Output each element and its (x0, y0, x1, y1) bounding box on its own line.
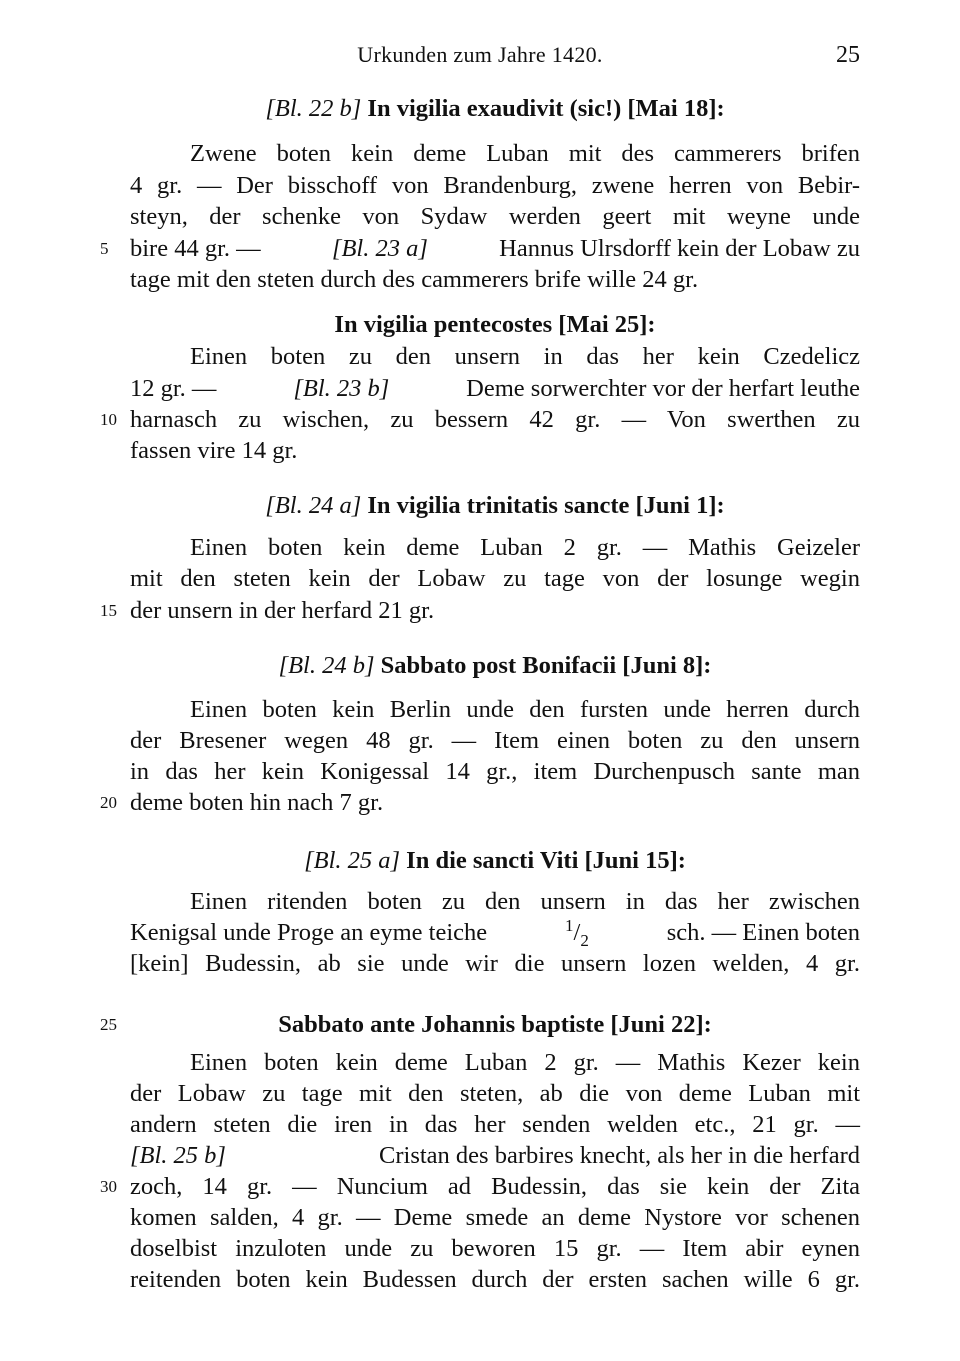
folio-ref: [Bl. 25 a] (304, 847, 401, 874)
text-line: Einen boten kein Berlin unde den fursten unde herren durch (190, 696, 860, 723)
heading-title: In vigilia exaudivit (sic!) [Mai 18]: (367, 95, 725, 122)
line-number: 5 (100, 239, 109, 258)
line-number: 30 (100, 1177, 117, 1196)
text-line: Einen boten kein deme Luban 2 gr. — Mathis Geizeler (190, 534, 860, 561)
text-fragment: sch. — Einen boten (666, 919, 860, 946)
text-fragment: 12 gr. — (130, 375, 217, 402)
text-fragment: Cristan des barbires knecht, als her in die herfard (379, 1142, 860, 1169)
text-line: fassen vire 14 gr. (130, 437, 298, 464)
section-heading (130, 490, 860, 521)
line-number: 25 (100, 1015, 117, 1034)
text-line: Einen ritenden boten zu den unsern in das her zwischen (190, 888, 860, 915)
text-line: komen salden, 4 gr. — Deme smede an deme Nystore vor schenen (130, 1204, 860, 1231)
fraction-denominator: 2 (580, 930, 589, 950)
heading-title: In vigilia pentecostes [Mai 25]: (334, 311, 656, 338)
folio-ref: [Bl. 24 b] (278, 652, 375, 679)
text-line: doselbist inzuloten unde zu beworen 15 gr. — Item abir eynen (130, 1235, 860, 1262)
text-fragment: Hannus Ulrsdorff kein der Lobaw zu (499, 235, 860, 262)
line-number: 15 (100, 601, 117, 620)
section-heading (130, 309, 860, 340)
heading-title: In die sancti Viti [Juni 15]: (406, 847, 686, 874)
text-line: mit den steten kein der Lobaw zu tage von der losunge wegin (130, 565, 860, 592)
heading-title: Sabbato ante Johannis baptiste [Juni 22]: (278, 1011, 712, 1038)
text-line: andern steten die iren in das her senden welden etc., 21 gr. — (130, 1111, 860, 1138)
text-line: der unsern in der herfard 21 gr. (130, 597, 435, 624)
text-line: der Lobaw zu tage mit den steten, ab die von deme Luban mit (130, 1080, 860, 1107)
section-heading (130, 1009, 860, 1040)
section-heading (130, 93, 860, 124)
text-line: in das her kein Konigessal 14 gr., item Durchenpusch sante man (130, 758, 860, 785)
line-number: 20 (100, 793, 117, 812)
text-fragment: bire 44 gr. — (130, 235, 261, 262)
text-line: zoch, 14 gr. — Nuncium ad Budessin, das sie kein der Zita (130, 1173, 860, 1200)
text-line: tage mit den steten durch des cammerers brife wille 24 gr. (130, 266, 699, 293)
text-line: steyn, der schenke von Sydaw werden geert mit weyne unde (130, 203, 860, 230)
section-heading (130, 650, 860, 681)
text-fragment: Deme sorwerchter vor der herfart leuthe (466, 375, 860, 402)
inline-folio-ref: [Bl. 25 b] (130, 1142, 226, 1169)
text-line: Einen boten zu den unsern in das her kein Czedelicz (190, 343, 860, 370)
text-line-composite (130, 233, 860, 264)
text-line-composite (130, 917, 860, 948)
text-line: harnasch zu wischen, zu bessern 42 gr. — Von swerthen zu (130, 406, 860, 433)
folio-ref: [Bl. 22 b] (265, 95, 362, 122)
text-line-composite (130, 373, 860, 404)
text-line: [kein] Budessin, ab sie unde wir die unsern lozen welden, 4 gr. (130, 950, 860, 977)
inline-folio-ref: [Bl. 23 a] (331, 235, 428, 262)
text-line: deme boten hin nach 7 gr. (130, 789, 384, 816)
section-heading (130, 845, 860, 876)
line-number: 10 (100, 410, 117, 429)
text-line: Einen boten kein deme Luban 2 gr. — Mathis Kezer kein (190, 1049, 860, 1076)
fraction: $^1/_2$ (565, 915, 589, 950)
text-line: reitenden boten kein Budessen durch der ersten sachen wille 6 gr. (130, 1266, 860, 1293)
fraction-numerator: 1 (565, 915, 574, 935)
folio-ref: [Bl. 24 a] (265, 492, 362, 519)
text-line: 4 gr. — Der bisschoff von Brandenburg, zwene herren von Bebir- (130, 172, 860, 199)
inline-folio-ref: [Bl. 23 b] (293, 375, 390, 402)
heading-title: In vigilia trinitatis sancte [Juni 1]: (367, 492, 725, 519)
text-fragment: Kenigsal unde Proge an eyme teiche (130, 919, 488, 946)
heading-title: Sabbato post Bonifacii [Juni 8]: (380, 652, 712, 679)
page-number: 25 (836, 42, 860, 68)
text-line: Zwene boten kein deme Luban mit des cammerers brifen (190, 140, 860, 167)
text-line: der Bresener wegen 48 gr. — Item einen boten zu den unsern (130, 727, 860, 754)
text-line-composite (130, 1140, 860, 1171)
running-title: Urkunden zum Jahre 1420. (357, 42, 603, 67)
